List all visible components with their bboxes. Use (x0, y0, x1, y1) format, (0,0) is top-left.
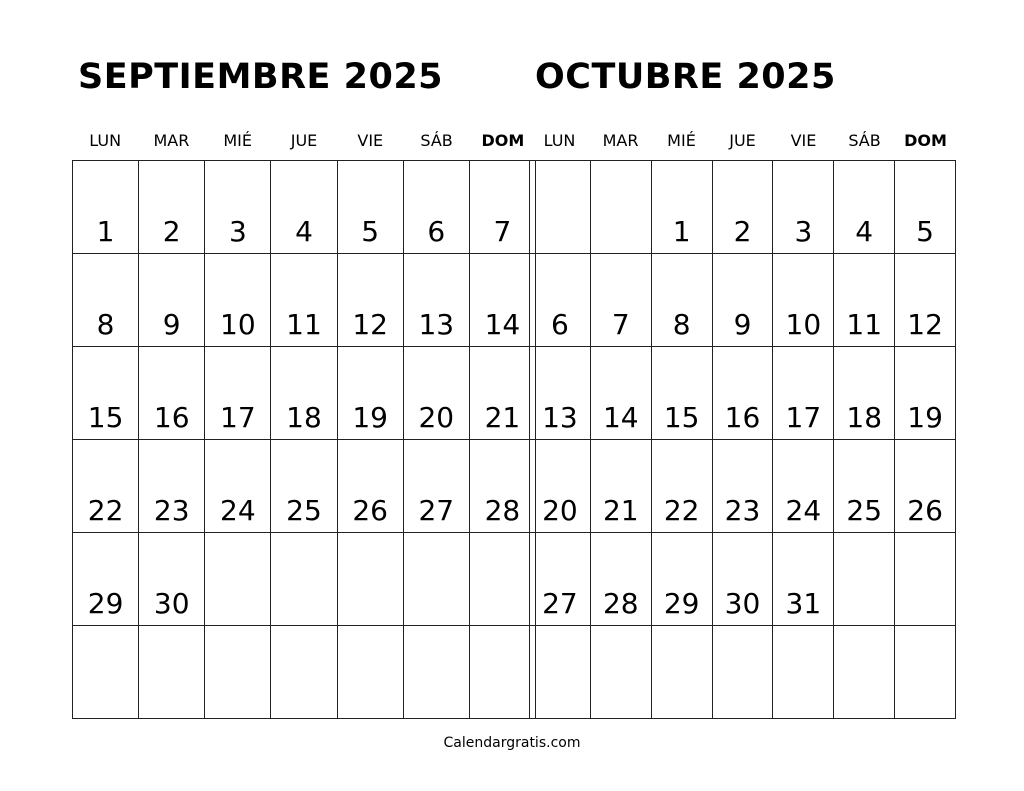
footer-site-name: Calendargratis.com (443, 735, 581, 751)
day-cell (530, 347, 591, 440)
day-number: 17 (785, 401, 822, 434)
day-number: 4 (295, 215, 313, 248)
day-number: 24 (785, 494, 822, 527)
month-title: SEPTIEMBRE 2025 (78, 57, 444, 97)
day-cell (205, 347, 271, 440)
day-cell (404, 533, 470, 626)
day-number: 7 (493, 215, 512, 248)
day-number: 30 (724, 587, 761, 620)
day-number: 25 (846, 494, 883, 527)
day-cell (773, 533, 834, 626)
day-cell (271, 440, 337, 533)
day-number: 16 (724, 401, 761, 434)
day-number: 23 (153, 494, 190, 527)
weekday-wed: MIÉ (223, 130, 253, 150)
day-cell (271, 254, 337, 347)
day-cell (713, 254, 774, 347)
weekday-sun: DOM (904, 130, 947, 150)
day-cell (652, 533, 713, 626)
day-cell (530, 533, 591, 626)
day-number: 9 (162, 308, 181, 341)
day-cell (139, 254, 205, 347)
day-cell (895, 347, 956, 440)
day-number: 21 (484, 401, 521, 434)
weekday-tue: MAR (153, 130, 190, 150)
day-cell (895, 626, 956, 719)
day-number: 19 (907, 401, 943, 434)
day-cell (834, 533, 895, 626)
day-cell (713, 626, 774, 719)
day-cell (591, 440, 652, 533)
day-cell (895, 533, 956, 626)
day-number: 18 (846, 401, 883, 434)
day-number: 21 (602, 494, 639, 527)
day-number: 31 (785, 587, 822, 620)
day-cell (338, 161, 404, 254)
day-cell (591, 347, 652, 440)
day-number: 5 (916, 215, 934, 248)
day-number: 28 (484, 494, 521, 527)
day-cell (713, 161, 774, 254)
weekday-thu: JUE (290, 130, 318, 150)
day-cell (470, 626, 536, 719)
weekday-mon: LUN (543, 130, 576, 150)
day-number: 27 (418, 494, 455, 527)
day-cell (73, 254, 139, 347)
weekday-fri: VIE (790, 130, 817, 150)
day-grid (529, 160, 956, 719)
day-cell (652, 347, 713, 440)
day-cell (404, 626, 470, 719)
day-cell (271, 161, 337, 254)
day-number: 10 (785, 308, 822, 341)
day-cell (591, 254, 652, 347)
day-cell (73, 161, 139, 254)
weekday-sat: SÁB (848, 130, 881, 150)
day-cell (470, 347, 536, 440)
day-number: 25 (286, 494, 322, 527)
day-cell (895, 254, 956, 347)
day-cell (338, 626, 404, 719)
day-cell (470, 161, 536, 254)
day-cell (652, 626, 713, 719)
day-cell (271, 347, 337, 440)
day-cell (139, 440, 205, 533)
day-cell (139, 161, 205, 254)
day-cell (73, 533, 139, 626)
day-cell (834, 347, 895, 440)
day-cell (338, 440, 404, 533)
day-cell (591, 161, 652, 254)
day-number: 29 (663, 587, 700, 620)
day-number: 11 (846, 308, 883, 341)
day-cell (470, 533, 536, 626)
day-cell (713, 440, 774, 533)
day-number: 4 (855, 215, 874, 248)
day-cell (652, 161, 713, 254)
day-number: 22 (663, 494, 700, 527)
day-cell (338, 347, 404, 440)
day-number: 13 (418, 308, 455, 341)
day-number: 1 (672, 215, 691, 248)
day-number: 14 (602, 401, 639, 434)
day-number: 18 (286, 401, 322, 434)
day-number: 17 (220, 401, 256, 434)
day-number: 5 (361, 215, 380, 248)
day-number: 1 (96, 215, 115, 248)
day-cell (713, 533, 774, 626)
day-cell (470, 254, 536, 347)
day-number: 20 (418, 401, 455, 434)
day-number: 24 (220, 494, 256, 527)
day-number: 9 (733, 308, 752, 341)
day-grid (72, 160, 536, 719)
day-number: 2 (162, 215, 181, 248)
day-number: 8 (672, 308, 691, 341)
day-number: 10 (220, 308, 256, 341)
day-cell (834, 626, 895, 719)
weekday-sun: DOM (481, 130, 525, 150)
day-cell (205, 533, 271, 626)
day-number: 26 (352, 494, 388, 527)
day-cell (773, 347, 834, 440)
day-cell (530, 440, 591, 533)
day-number: 22 (87, 494, 124, 527)
day-cell (271, 626, 337, 719)
day-cell (591, 626, 652, 719)
day-cell (530, 254, 591, 347)
day-number: 12 (907, 308, 943, 341)
day-cell (591, 533, 652, 626)
day-number: 14 (484, 308, 521, 341)
day-cell (139, 626, 205, 719)
day-cell (652, 440, 713, 533)
weekday-thu: JUE (729, 130, 756, 150)
day-number: 16 (153, 401, 190, 434)
day-cell (834, 161, 895, 254)
day-number: 26 (907, 494, 943, 527)
day-cell (404, 161, 470, 254)
day-cell (205, 626, 271, 719)
day-number: 8 (96, 308, 115, 341)
day-cell (773, 626, 834, 719)
day-number: 29 (87, 587, 124, 620)
weekday-mon: LUN (89, 130, 122, 150)
day-cell (773, 254, 834, 347)
day-number: 15 (663, 401, 700, 434)
day-number: 2 (733, 215, 752, 248)
day-cell (895, 440, 956, 533)
day-cell (271, 533, 337, 626)
day-cell (338, 254, 404, 347)
day-number: 11 (286, 308, 322, 341)
day-cell (713, 347, 774, 440)
day-cell (652, 254, 713, 347)
day-cell (773, 161, 834, 254)
day-cell (834, 254, 895, 347)
day-cell (139, 347, 205, 440)
day-cell (404, 440, 470, 533)
day-cell (404, 254, 470, 347)
day-cell (404, 347, 470, 440)
day-cell (470, 440, 536, 533)
day-number: 13 (542, 401, 578, 434)
day-cell (530, 161, 591, 254)
day-number: 6 (551, 308, 569, 341)
day-cell (773, 440, 834, 533)
month-title: OCTUBRE 2025 (535, 57, 836, 97)
day-number: 7 (611, 308, 630, 341)
day-cell (205, 254, 271, 347)
day-cell (205, 440, 271, 533)
day-number: 3 (228, 215, 247, 248)
weekday-header (72, 104, 536, 160)
day-cell (205, 161, 271, 254)
day-number: 27 (542, 587, 578, 620)
weekday-sat: SÁB (420, 130, 453, 150)
day-number: 6 (427, 215, 446, 248)
day-number: 12 (352, 308, 388, 341)
day-number: 28 (602, 587, 639, 620)
day-cell (338, 533, 404, 626)
day-number: 30 (153, 587, 190, 620)
day-number: 3 (794, 215, 813, 248)
day-cell (530, 626, 591, 719)
day-number: 19 (352, 401, 388, 434)
day-cell (834, 440, 895, 533)
calendar-september (72, 50, 536, 719)
day-number: 23 (724, 494, 761, 527)
weekday-wed: MIÉ (667, 130, 696, 150)
day-number: 20 (542, 494, 578, 527)
weekday-header (529, 104, 956, 160)
day-cell (895, 161, 956, 254)
calendar-october (529, 50, 956, 719)
day-number: 15 (87, 401, 124, 434)
day-cell (73, 626, 139, 719)
weekday-tue: MAR (602, 130, 639, 150)
weekday-fri: VIE (357, 130, 384, 150)
day-cell (139, 533, 205, 626)
day-cell (73, 347, 139, 440)
day-cell (73, 440, 139, 533)
